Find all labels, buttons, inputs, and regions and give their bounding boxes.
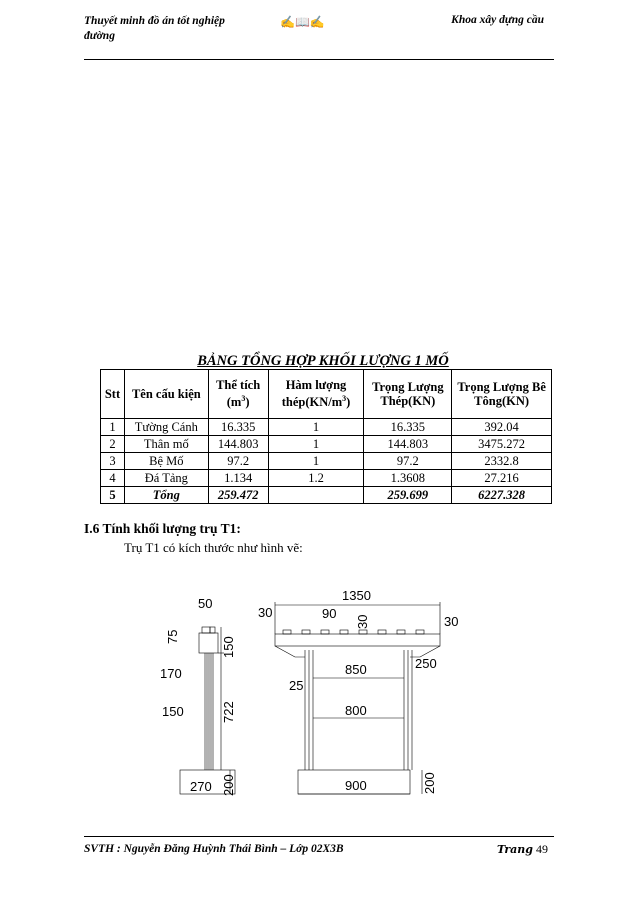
dim-label: 170 <box>160 666 182 681</box>
page-header <box>84 14 544 58</box>
cell-stt: 1 <box>101 419 125 436</box>
footer-left-text: SVTH : Nguyễn Đăng Huỳnh Thái Bình – Lớp 02X3B <box>84 843 344 855</box>
cell-concrete-weight: 2332.8 <box>452 453 552 470</box>
dim-label: 800 <box>345 703 367 718</box>
header-left-text: Thuyết minh đồ án tốt nghiệp đường <box>84 15 225 42</box>
cell-stt: 4 <box>101 470 125 487</box>
col-header-stt: Stt <box>101 370 125 419</box>
dim-label: 30 <box>444 614 459 629</box>
dim-label: 50 <box>198 596 213 611</box>
pier-front-view <box>275 602 440 794</box>
dim-label: 200 <box>221 774 236 796</box>
dim-label: 25 <box>289 678 304 693</box>
page-number-block <box>497 842 548 857</box>
table-row <box>101 436 552 453</box>
dim-label: 1350 <box>342 588 371 603</box>
volume-close: ) <box>245 395 250 410</box>
cell-steel-weight: 1.3608 <box>364 470 452 487</box>
footer-divider <box>84 836 554 837</box>
table-title: BẢNG TỔNG HỢP KHỐI LƯỢNG 1 MỐ <box>197 353 449 369</box>
cell-stt: 3 <box>101 453 125 470</box>
summary-table <box>100 369 552 504</box>
bearing <box>283 630 291 634</box>
col-header-volume <box>208 370 268 419</box>
cell-steel-weight: 144.803 <box>364 436 452 453</box>
cell-steel-ratio: 1 <box>268 419 364 436</box>
dim-label: 850 <box>345 662 367 677</box>
table-row <box>101 419 552 436</box>
cap-beam <box>275 634 440 646</box>
cell-steel-weight: 97.2 <box>364 453 452 470</box>
volume-exp: 3 <box>241 394 246 404</box>
bearing <box>416 630 424 634</box>
cap-haunch-left <box>275 646 305 657</box>
bearing <box>378 630 386 634</box>
table-total-row <box>101 487 552 504</box>
col-header-steel-ratio <box>268 370 364 419</box>
cell-steel-ratio <box>268 487 364 504</box>
page-label: Trang <box>497 843 533 856</box>
cell-steel-ratio: 1 <box>268 436 364 453</box>
header-divider <box>84 59 554 60</box>
cell-volume: 97.2 <box>208 453 268 470</box>
col-header-concrete-weight: Trọng Lượng Bê Tông(KN) <box>452 370 552 419</box>
dim-label: 200 <box>422 772 437 794</box>
steel-ratio-exp: 3 <box>342 394 347 404</box>
side-bearing <box>202 627 210 633</box>
bearing <box>302 630 310 634</box>
table-row <box>101 453 552 470</box>
cell-volume: 259.472 <box>208 487 268 504</box>
bearing <box>340 630 348 634</box>
cell-steel-ratio: 1.2 <box>268 470 364 487</box>
section-paragraph: Trụ T1 có kích thước như hình vẽ: <box>124 540 303 555</box>
bearing <box>321 630 329 634</box>
dim-label: 150 <box>162 704 184 719</box>
cell-steel-weight: 259.699 <box>364 487 452 504</box>
volume-unit: (m <box>226 395 242 410</box>
cell-steel-weight: 16.335 <box>364 419 452 436</box>
cell-stt: 2 <box>101 436 125 453</box>
col-header-name: Tên cấu kiện <box>124 370 208 419</box>
bearing <box>359 630 367 634</box>
cell-concrete-weight: 27.216 <box>452 470 552 487</box>
bearing <box>397 630 405 634</box>
cell-concrete-weight: 392.04 <box>452 419 552 436</box>
cell-steel-ratio: 1 <box>268 453 364 470</box>
steel-ratio-label: Hàm lượng thép(KN/m <box>281 378 347 410</box>
dim-label: 90 <box>322 606 337 621</box>
cell-volume: 144.803 <box>208 436 268 453</box>
col-header-steel-weight: Trọng Lượng Thép(KN) <box>364 370 452 419</box>
cell-name: Đá Tảng <box>124 470 208 487</box>
header-ornament: ✍📖✍ <box>280 15 325 29</box>
table-header-row <box>101 370 552 419</box>
dim-label: 75 <box>165 629 180 644</box>
dim-label: 30 <box>258 605 273 620</box>
steel-ratio-close: ) <box>346 395 351 410</box>
dim-label: 30 <box>355 614 370 629</box>
section-heading: I.6 Tính khối lượng trụ T1: <box>84 521 241 536</box>
side-bearing <box>210 627 215 633</box>
cell-stt: 5 <box>101 487 125 504</box>
side-cap <box>199 633 218 653</box>
volume-label: Thể tích <box>216 378 261 393</box>
cell-name: Tổng <box>124 487 208 504</box>
cell-name: Tường Cánh <box>124 419 208 436</box>
dim-label: 150 <box>221 636 236 658</box>
dim-label: 250 <box>415 656 437 671</box>
page-number: 49 <box>536 842 548 856</box>
cell-volume: 16.335 <box>208 419 268 436</box>
dim-label: 722 <box>221 701 236 723</box>
cell-name: Thân mố <box>124 436 208 453</box>
cell-volume: 1.134 <box>208 470 268 487</box>
dim-label: 270 <box>190 779 212 794</box>
pier-drawing <box>150 582 490 802</box>
header-right-text: Khoa xây dựng cầu <box>451 14 544 26</box>
table-row <box>101 470 552 487</box>
cell-name: Bệ Mố <box>124 453 208 470</box>
cell-concrete-weight: 3475.272 <box>452 436 552 453</box>
cell-concrete-weight: 6227.328 <box>452 487 552 504</box>
dim-label: 900 <box>345 778 367 793</box>
